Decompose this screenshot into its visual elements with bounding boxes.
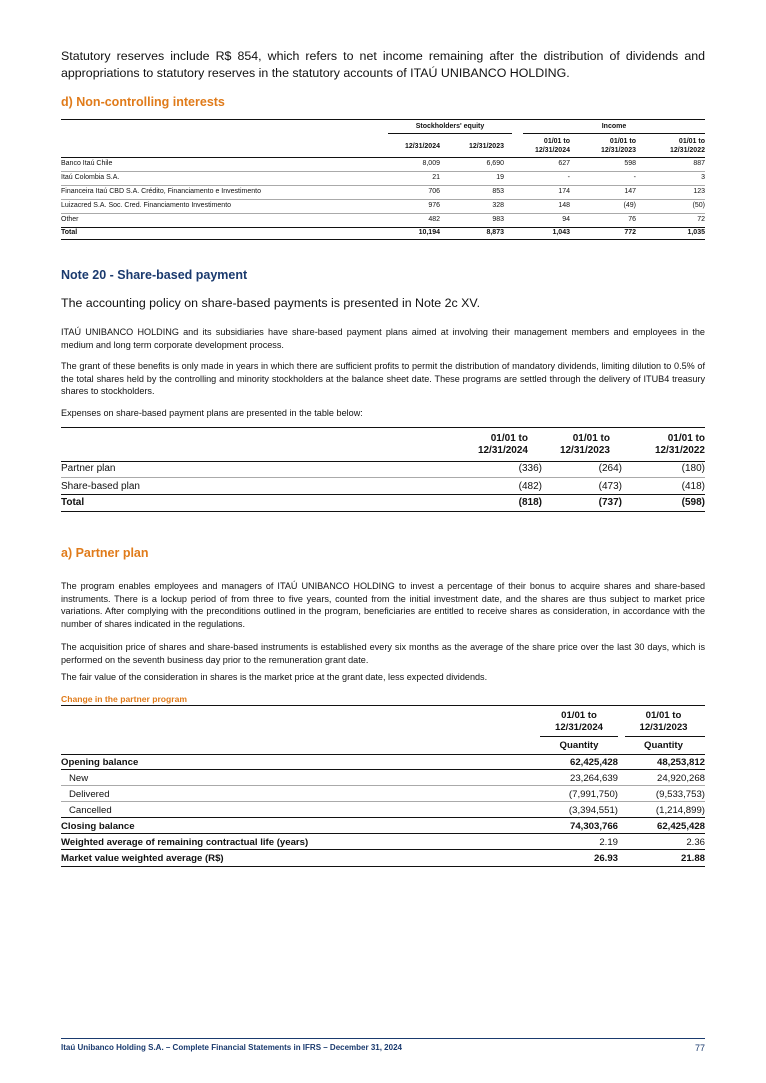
pp-col-rule [625,736,705,737]
note20-policy: The accounting policy on share-based payments is presented in Note 2c XV. [61,296,481,310]
nci-col-header: 01/01 to 12/31/2024 [534,138,570,154]
exp-header-rule [61,461,705,462]
cell: (180) [681,463,705,474]
pp-header-rule [61,754,705,755]
cell: 482 [428,216,440,223]
cell: - [633,174,636,181]
cell: 72 [697,216,705,223]
cell: 19 [496,174,504,181]
pp-quantity-label: Quantity [644,740,683,751]
footer-text: Itaú Unibanco Holding S.A. – Complete Financial Statements in IFRS – December 31, 2024 [61,1043,402,1052]
partner-paragraph-1: The program enables employees and managers of ITAÚ UNIBANCO HOLDING to invest a percentage of their bonus to acquire shares and share-based instruments. There is a lockup period of from three to five years, counted from the initial investment date, and the shares are thus subject to market price variations. After complying with the preconditions outlined in the program, beneficiaries are entitled to receive shares as consideration, in accordance with the number of shares indicated in the regulations. [61,581,705,629]
cell: 983 [492,216,504,223]
exp-col-header: 01/01 to 12/31/2023 [559,433,610,456]
page-number: 77 [694,1043,705,1053]
cell: 23,264,639 [569,773,618,784]
cell: - [567,174,570,181]
row-divider [61,769,705,770]
cell: 21.88 [680,853,705,864]
pp-col-header: 01/01 to 12/31/2023 [639,710,688,733]
cell: (336) [518,463,542,474]
nci-group-income-rule [523,133,705,134]
cell: 94 [562,216,570,223]
cell: (737) [598,497,622,508]
row-divider [61,801,705,802]
row-divider [61,833,705,834]
exp-bottom-rule [61,511,705,512]
nci-col-header: 12/31/2024 [404,143,440,150]
exp-col-header: 01/01 to 12/31/2024 [477,433,528,456]
cell: (49) [623,202,636,209]
row-divider [61,785,705,786]
cell: 147 [624,188,636,195]
row-divider [61,477,705,478]
row-label: Opening balance [61,757,139,768]
cell: 328 [492,202,504,209]
exp-top-rule [61,427,705,428]
cell: 48,253,812 [656,757,705,768]
note20-paragraph-2: The grant of these benefits is only made in years in which there are sufficient profits to permit the distribution of mandatory dividends, limiting dilution to 0.5% of the total shares held by the controlling and minority stockholders at the balance sheet date. These programs are settled through the delivery of ITUB4 treasury shares to stockholders. [61,361,705,396]
cell: 74,303,766 [569,821,618,832]
pp-col-rule [540,736,618,737]
row-divider [61,185,705,186]
cell: (418) [681,481,705,492]
nci-group-equity: Stockholders' equity [415,123,485,130]
cell: (7,991,750) [568,789,618,800]
note20-paragraph-3: Expenses on share-based payment plans are presented in the table below: [61,408,363,418]
note20-paragraph-1: ITAÚ UNIBANCO HOLDING and its subsidiaries have share-based payment plans aimed at involving their management members and employees in the medium and long term corporate development process. [61,327,705,350]
cell: 123 [693,188,705,195]
cell: (264) [598,463,622,474]
cell: (1,214,899) [655,805,705,816]
cell: (482) [518,481,542,492]
cell: 10,194 [418,229,440,236]
row-label: Itaú Colombia S.A. [61,174,120,181]
row-label: Banco Itaú Chile [61,160,113,167]
cell: 148 [558,202,570,209]
nci-group-equity-rule [388,133,512,134]
change-partner-heading: Change in the partner program [61,694,188,704]
total-rule [61,494,705,495]
nci-col-header: 12/31/2023 [468,143,504,150]
row-divider [61,849,705,850]
cell: 21 [432,174,440,181]
nci-top-rule [61,119,705,120]
row-label: Delivered [69,789,110,800]
row-label: Weighted average of remaining contractual life (years) [61,837,309,848]
row-label: Luizacred S.A. Soc. Cred. Financiamento Investimento [61,202,232,209]
cell: 1,043 [552,229,570,236]
row-label: Partner plan [61,463,116,474]
cell: 76 [628,216,636,223]
cell: (9,533,753) [655,789,705,800]
cell: 772 [624,229,636,236]
row-label: Financeira Itaú CBD S.A. Crédito, Financiamento e Investimento [61,188,261,195]
row-label: Cancelled [69,805,112,816]
row-divider [61,199,705,200]
row-label: New [69,773,89,784]
cell: 2.19 [599,837,618,848]
pp-col-header: 01/01 to 12/31/2024 [554,710,603,733]
pp-quantity-label: Quantity [559,740,599,751]
pp-top-rule [61,705,705,706]
row-divider [61,213,705,214]
nci-col-header: 01/01 to 12/31/2023 [600,138,636,154]
cell: (473) [598,481,622,492]
partner-paragraph-3: The fair value of the consideration in shares is the market price at the grant date, less expected dividends. [61,672,488,682]
cell: 62,425,428 [656,821,705,832]
cell: 1,035 [687,229,705,236]
note20-heading: Note 20 - Share-based payment [61,268,248,282]
cell: (818) [518,497,542,508]
cell: 24,920,268 [656,773,705,784]
cell: 8,009 [422,160,440,167]
nci-header-rule [61,157,705,158]
cell: 853 [492,188,504,195]
row-label: Other [61,216,79,223]
row-label: Share-based plan [61,481,140,492]
row-divider [61,171,705,172]
cell: 598 [624,160,636,167]
row-label: Market value weighted average (R$) [61,853,224,864]
cell: 3 [701,174,705,181]
cell: (3,394,551) [568,805,618,816]
cell: (598) [681,497,705,508]
cell: 8,873 [486,229,504,236]
row-label: Closing balance [61,821,135,832]
cell: 6,690 [486,160,504,167]
cell: (50) [692,202,705,209]
nci-group-income: Income [601,123,627,130]
cell: 887 [693,160,705,167]
total-label: Total [61,229,78,236]
cell: 26.93 [593,853,618,864]
cell: 627 [558,160,570,167]
partner-heading: a) Partner plan [61,546,149,560]
row-divider [61,817,705,818]
cell: 2.36 [686,837,705,848]
nci-bottom-rule [61,239,705,240]
total-label: Total [61,497,85,508]
nci-heading: d) Non-controlling interests [61,95,225,109]
partner-paragraph-2: The acquisition price of shares and share-based instruments is established every six months as the average of the share price over the last 30 days, which is performed on the seventh business day prior to the remuneration grant date. [61,642,705,665]
footer-rule [61,1038,705,1039]
exp-col-header: 01/01 to 12/31/2022 [654,433,705,456]
cell: 62,425,428 [569,757,618,768]
cell: 976 [428,202,440,209]
intro-paragraph: Statutory reserves include R$ 854, which refers to net income remaining after the distribution of dividends and appropriations to statutory reserves in the statutory accounts of ITAÚ UNIBANCO HOLDING. [61,49,705,80]
cell: 174 [558,188,570,195]
nci-col-header: 01/01 to 12/31/2022 [669,138,705,154]
pp-bottom-rule [61,866,705,867]
total-rule [61,227,705,228]
cell: 706 [428,188,440,195]
